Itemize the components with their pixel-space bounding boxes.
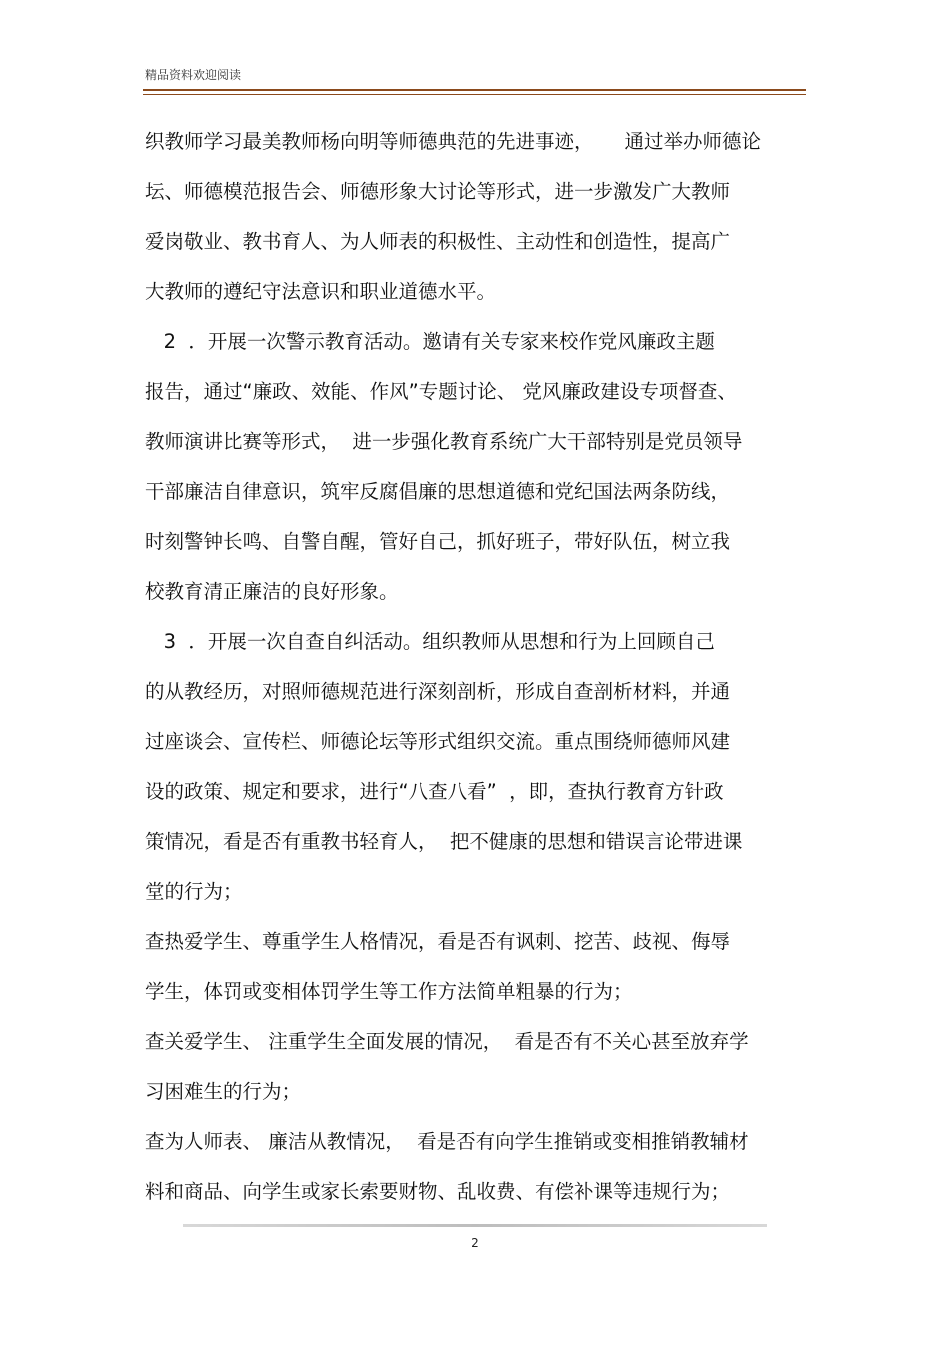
header-rule	[143, 89, 806, 95]
text-line: 设的政策、规定和要求，进行“八查八看” ，即，查执行教育方针政	[145, 780, 724, 803]
text-line: 的从教经历，对照师德规范进行深刻剖析，形成自查剖析材料，并通	[145, 680, 731, 703]
text-line: 堂的行为；	[145, 880, 243, 903]
text-line: 查关爱学生、 注重学生全面发展的情况， 看是否有不关心甚至放弃学	[145, 1030, 749, 1053]
page-number: 2	[471, 1236, 479, 1250]
text-line: 时刻警钟长鸣、自警自醒，管好自己，抓好班子，带好队伍，树立我	[145, 530, 731, 553]
text-line: 查为人师表、 廉洁从教情况， 看是否有向学生推销或变相推销教辅材	[145, 1130, 749, 1153]
text-line: 爱岗敬业、教书育人、为人师表的积极性、主动性和创造性，提高广	[145, 230, 731, 253]
text-line: 校教育清正廉洁的良好形象。	[145, 580, 399, 603]
text-line: 查热爱学生、尊重学生人格情况，看是否有讽刺、挖苦、歧视、侮辱	[145, 930, 731, 953]
text-line: 干部廉洁自律意识，筑牢反腐倡廉的思想道德和党纪国法两条防线，	[145, 480, 731, 503]
text-line: 大教师的遵纪守法意识和职业道德水平。	[145, 280, 497, 303]
text-line: 习困难生的行为；	[145, 1080, 302, 1103]
text-line: 教师演讲比赛等形式， 进一步强化教育系统广大干部特别是党员领导	[145, 430, 743, 453]
text-line: 料和商品、向学生或家长索要财物、乱收费、有偿补课等违规行为；	[145, 1180, 731, 1203]
text-line: 过座谈会、宣传栏、师德论坛等形式组织交流。重点围绕师德师风建	[145, 730, 731, 753]
text-line: 坛、师德模范报告会、师德形象大讨论等形式，进一步激发广大教师	[145, 180, 731, 203]
text-line: 3 ．开展一次自查自纠活动。组织教师从思想和行为上回顾自己	[145, 630, 715, 653]
text-line: 报告，通过“廉政、效能、作风”专题讨论、 党风廉政建设专项督查、	[145, 380, 737, 403]
text-line: 2 ．开展一次警示教育活动。邀请有关专家来校作党风廉政主题	[145, 330, 715, 353]
text-line: 织教师学习最美教师杨向明等师德典范的先进事迹， 通过举办师德论	[145, 130, 761, 153]
text-line: 学生，体罚或变相体罚学生等工作方法简单粗暴的行为；	[145, 980, 633, 1003]
text-line: 策情况，看是否有重教书轻育人， 把不健康的思想和错误言论带进课	[145, 830, 743, 853]
footer-rule	[183, 1224, 767, 1227]
running-header: 精品资料欢迎阅读	[145, 68, 242, 82]
